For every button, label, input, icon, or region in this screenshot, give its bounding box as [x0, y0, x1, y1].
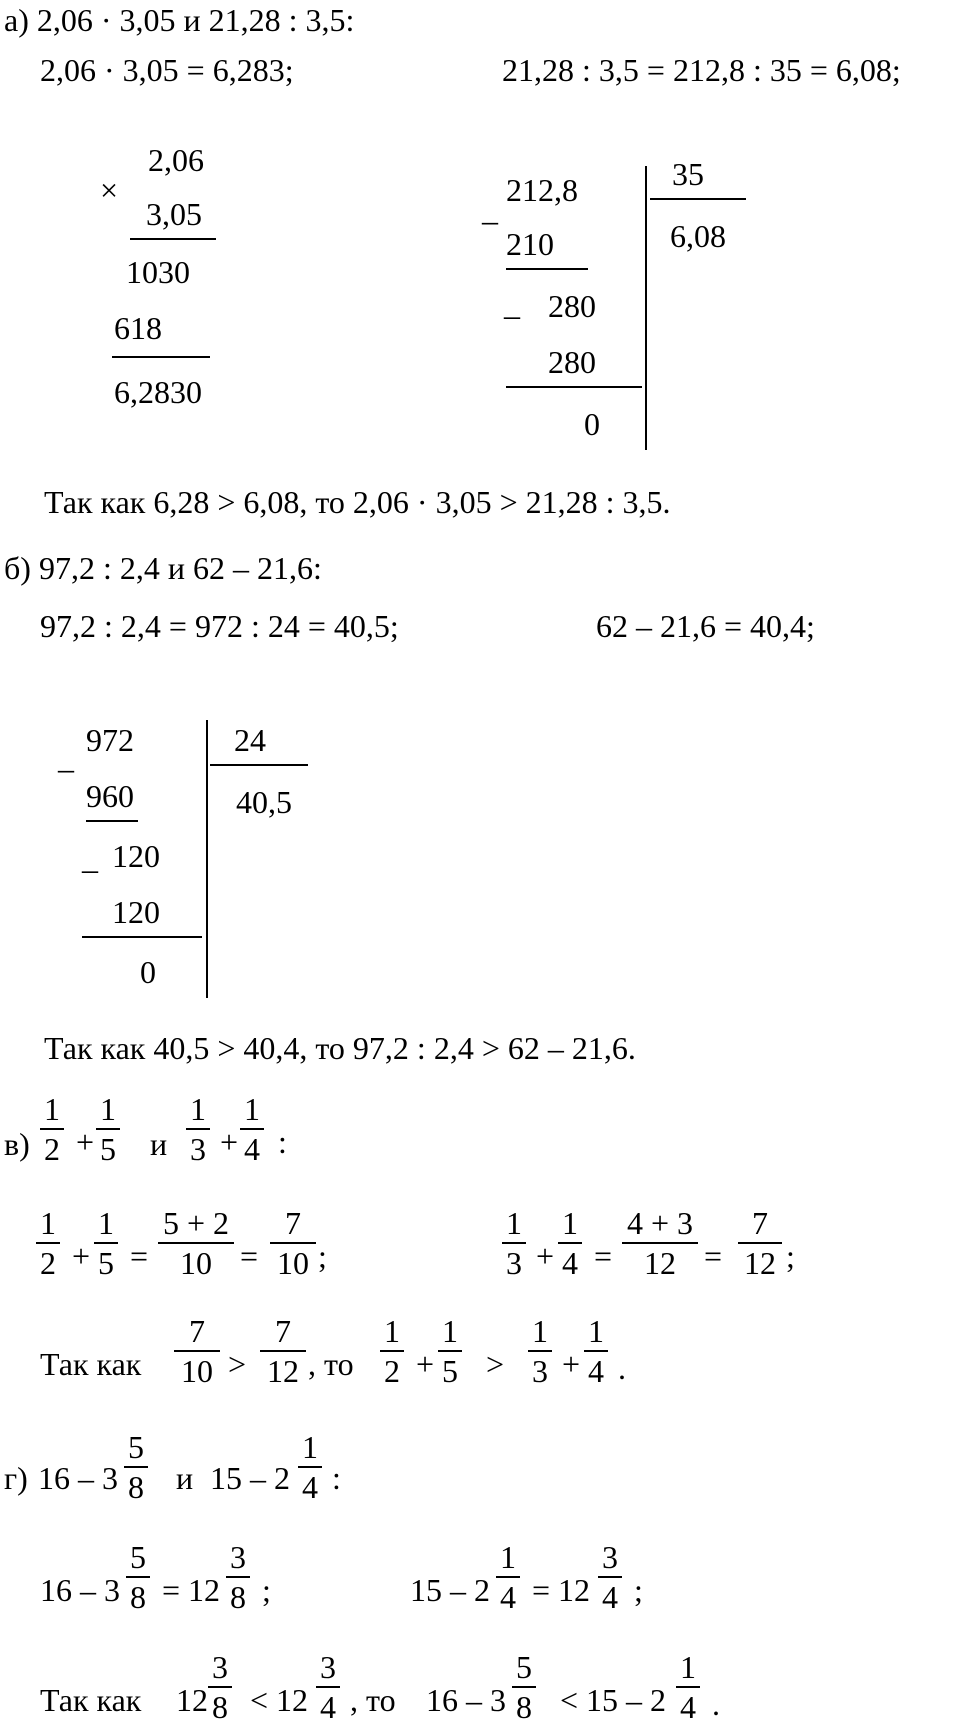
fraction-bar — [240, 1128, 264, 1130]
numerator: 1 — [44, 1091, 60, 1127]
period: . — [712, 1686, 720, 1722]
division-vertical-rule — [645, 166, 647, 450]
so-text: Так как — [40, 1346, 142, 1382]
whole-part: 12 — [176, 1682, 208, 1718]
part-g-label: г) — [4, 1460, 28, 1496]
fraction — [208, 1650, 232, 1724]
equals-twelve: = 12 — [162, 1572, 221, 1608]
fraction — [260, 1314, 306, 1388]
fraction — [676, 1650, 700, 1724]
denominator: 4 — [500, 1579, 516, 1615]
expression: 16 – 3 — [40, 1572, 120, 1608]
colon: : — [278, 1124, 287, 1160]
expression: 16 – 3 — [426, 1682, 506, 1718]
denominator: 2 — [44, 1131, 60, 1167]
fraction-bar — [622, 1242, 698, 1244]
denominator: 3 — [190, 1131, 206, 1167]
denominator: 2 — [384, 1353, 400, 1389]
semicolon: ; — [262, 1572, 271, 1608]
numerator: 1 — [100, 1091, 116, 1127]
part-a-div-result: 21,28 : 3,5 = 212,8 : 35 = 6,08; — [502, 52, 901, 88]
fraction-bar — [316, 1686, 340, 1688]
denominator: 8 — [130, 1579, 146, 1615]
fraction-bar — [738, 1242, 782, 1244]
numerator: 5 + 2 — [162, 1205, 230, 1241]
fraction-bar — [126, 1576, 150, 1578]
fraction-bar — [270, 1242, 316, 1244]
semicolon: ; — [634, 1572, 643, 1608]
mult-factor-2: 3,05 — [146, 196, 202, 232]
numerator: 3 — [212, 1649, 228, 1685]
remainder-1: 120 — [112, 838, 160, 874]
fraction-bar — [512, 1686, 536, 1688]
numerator: 1 — [302, 1429, 318, 1465]
fraction — [316, 1650, 340, 1724]
fraction — [124, 1430, 148, 1504]
fraction — [96, 1092, 120, 1166]
fraction-bar — [124, 1466, 148, 1468]
denominator: 8 — [128, 1469, 144, 1505]
subtrahend-2: 280 — [548, 344, 596, 380]
times-sign: × — [100, 172, 119, 208]
plus-sign: + — [416, 1346, 435, 1382]
numerator: 7 — [752, 1205, 768, 1241]
numerator: 4 + 3 — [626, 1205, 694, 1241]
fraction — [298, 1430, 322, 1504]
expression: 15 – 2 — [210, 1460, 290, 1496]
denominator: 4 — [302, 1469, 318, 1505]
numerator: 1 — [588, 1313, 604, 1349]
quotient: 6,08 — [670, 218, 726, 254]
fraction — [502, 1206, 526, 1280]
minus-sign: – — [58, 750, 74, 786]
fraction — [240, 1092, 264, 1166]
subtrahend-1: 210 — [506, 226, 554, 262]
fraction-bar — [158, 1242, 234, 1244]
part-a-mult-result: 2,06 · 3,05 = 6,283; — [40, 52, 294, 88]
fraction — [270, 1206, 316, 1280]
fraction-bar — [598, 1576, 622, 1578]
part-b-sub-result: 62 – 21,6 = 40,4; — [596, 608, 815, 644]
denominator: 12 — [644, 1245, 676, 1281]
plus-sign: + — [72, 1238, 91, 1274]
part-b-header: б) 97,2 : 2,4 и 62 – 21,6: — [4, 550, 322, 586]
fraction — [174, 1314, 220, 1388]
denominator: 12 — [744, 1245, 776, 1281]
numerator: 7 — [285, 1205, 301, 1241]
denominator: 4 — [320, 1689, 336, 1725]
fraction-bar — [36, 1242, 60, 1244]
fraction — [512, 1650, 536, 1724]
numerator: 1 — [562, 1205, 578, 1241]
numerator: 1 — [500, 1539, 516, 1575]
denominator: 5 — [442, 1353, 458, 1389]
denominator: 8 — [516, 1689, 532, 1725]
plus-sign: + — [536, 1238, 555, 1274]
equals-twelve: = 12 — [532, 1572, 591, 1608]
final-remainder: 0 — [584, 406, 600, 442]
fraction-bar — [226, 1576, 250, 1578]
denominator: 4 — [602, 1579, 618, 1615]
denominator: 4 — [562, 1245, 578, 1281]
fraction-bar — [496, 1576, 520, 1578]
fraction-bar — [94, 1242, 118, 1244]
numerator: 1 — [384, 1313, 400, 1349]
greater-sign: > — [228, 1346, 247, 1382]
numerator: 1 — [98, 1205, 114, 1241]
numerator: 1 — [532, 1313, 548, 1349]
fraction-bar — [96, 1128, 120, 1130]
fraction — [528, 1314, 552, 1388]
fraction — [186, 1092, 210, 1166]
fraction — [558, 1206, 582, 1280]
part-b-conclusion: Так как 40,5 > 40,4, то 97,2 : 2,4 > 62 – 21,6. — [44, 1030, 636, 1066]
conjunction: и — [150, 1126, 168, 1162]
minus-sign-2: _ — [504, 286, 520, 322]
numerator: 1 — [190, 1091, 206, 1127]
divisor-rule — [650, 198, 746, 200]
equals-sign: = — [594, 1238, 613, 1274]
fraction-bar — [40, 1128, 64, 1130]
fraction-bar — [186, 1128, 210, 1130]
mult-partial-1: 1030 — [126, 254, 190, 290]
equals-sign: = — [130, 1238, 149, 1274]
denominator: 2 — [40, 1245, 56, 1281]
colon: : — [332, 1460, 341, 1496]
mult-rule-2 — [112, 356, 210, 358]
numerator: 5 — [128, 1429, 144, 1465]
fraction-bar — [174, 1350, 220, 1352]
denominator: 5 — [100, 1131, 116, 1167]
denominator: 10 — [180, 1245, 212, 1281]
greater-sign: > — [486, 1346, 505, 1382]
numerator: 5 — [516, 1649, 532, 1685]
mult-factor-1: 2,06 — [148, 142, 204, 178]
divisor: 24 — [234, 722, 266, 758]
denominator: 12 — [267, 1353, 299, 1389]
division-rule-1 — [506, 268, 588, 270]
numerator: 1 — [680, 1649, 696, 1685]
fraction-bar — [260, 1350, 306, 1352]
fraction-bar — [528, 1350, 552, 1352]
mult-result: 6,2830 — [114, 374, 202, 410]
denominator: 10 — [181, 1353, 213, 1389]
numerator: 7 — [189, 1313, 205, 1349]
subtrahend-2: 120 — [112, 894, 160, 930]
denominator: 4 — [244, 1131, 260, 1167]
fraction — [598, 1540, 622, 1614]
division-rule-2 — [506, 386, 642, 388]
fraction — [40, 1092, 64, 1166]
fraction — [438, 1314, 462, 1388]
less-twelve: < 12 — [250, 1682, 309, 1718]
subtrahend-1: 960 — [86, 778, 134, 814]
denominator: 8 — [212, 1689, 228, 1725]
numerator: 7 — [275, 1313, 291, 1349]
denominator: 4 — [680, 1689, 696, 1725]
semicolon: ; — [786, 1238, 795, 1274]
denominator: 4 — [588, 1353, 604, 1389]
fraction — [226, 1540, 250, 1614]
mult-rule-1 — [130, 238, 216, 240]
denominator: 5 — [98, 1245, 114, 1281]
fraction — [622, 1206, 698, 1280]
fraction-bar — [502, 1242, 526, 1244]
numerator: 3 — [602, 1539, 618, 1575]
numerator: 1 — [244, 1091, 260, 1127]
denominator: 10 — [277, 1245, 309, 1281]
division-rule-2 — [82, 936, 202, 938]
expression: 15 – 2 — [410, 1572, 490, 1608]
minus-sign: – — [482, 202, 498, 238]
fraction — [380, 1314, 404, 1388]
part-b-div-result: 97,2 : 2,4 = 972 : 24 = 40,5; — [40, 608, 399, 644]
numerator: 1 — [40, 1205, 56, 1241]
dividend: 972 — [86, 722, 134, 758]
divisor: 35 — [672, 156, 704, 192]
conjunction: и — [176, 1460, 194, 1496]
fraction-bar — [558, 1242, 582, 1244]
fraction-bar — [584, 1350, 608, 1352]
denominator: 3 — [532, 1353, 548, 1389]
denominator: 8 — [230, 1579, 246, 1615]
numerator: 5 — [130, 1539, 146, 1575]
plus-sign: + — [562, 1346, 581, 1382]
division-vertical-rule — [206, 720, 208, 998]
mult-partial-2: 618 — [114, 310, 162, 346]
expression: 16 – 3 — [38, 1460, 118, 1496]
fraction — [738, 1206, 782, 1280]
part-a-header: а) 2,06 · 3,05 и 21,28 : 3,5: — [4, 2, 355, 38]
denominator: 3 — [506, 1245, 522, 1281]
equals-sign: = — [240, 1238, 259, 1274]
numerator: 3 — [320, 1649, 336, 1685]
comma-to: , то — [308, 1346, 354, 1382]
fraction — [36, 1206, 60, 1280]
quotient: 40,5 — [236, 784, 292, 820]
fraction-bar — [438, 1350, 462, 1352]
fraction — [126, 1540, 150, 1614]
fraction-bar — [380, 1350, 404, 1352]
fraction-bar — [676, 1686, 700, 1688]
fraction — [94, 1206, 118, 1280]
remainder-1: 280 — [548, 288, 596, 324]
numerator: 1 — [506, 1205, 522, 1241]
part-a-conclusion: Так как 6,28 > 6,08, то 2,06 · 3,05 > 21,28 : 3,5. — [44, 484, 671, 520]
fraction — [584, 1314, 608, 1388]
comma-to: , то — [350, 1682, 396, 1718]
fraction — [158, 1206, 234, 1280]
minus-sign-2: _ — [82, 840, 98, 876]
divisor-rule — [210, 764, 308, 766]
numerator: 1 — [442, 1313, 458, 1349]
final-remainder: 0 — [140, 954, 156, 990]
part-v-label: в) — [4, 1126, 30, 1162]
numerator: 3 — [230, 1539, 246, 1575]
fraction-bar — [208, 1686, 232, 1688]
equals-sign: = — [704, 1238, 723, 1274]
period: . — [618, 1350, 626, 1386]
fraction — [496, 1540, 520, 1614]
plus-sign: + — [220, 1124, 239, 1160]
division-rule-1 — [86, 820, 138, 822]
dividend: 212,8 — [506, 172, 578, 208]
plus-sign: + — [76, 1124, 95, 1160]
so-text: Так как — [40, 1682, 142, 1718]
fraction-bar — [298, 1466, 322, 1468]
less-expression: < 15 – 2 — [560, 1682, 667, 1718]
semicolon: ; — [318, 1238, 327, 1274]
